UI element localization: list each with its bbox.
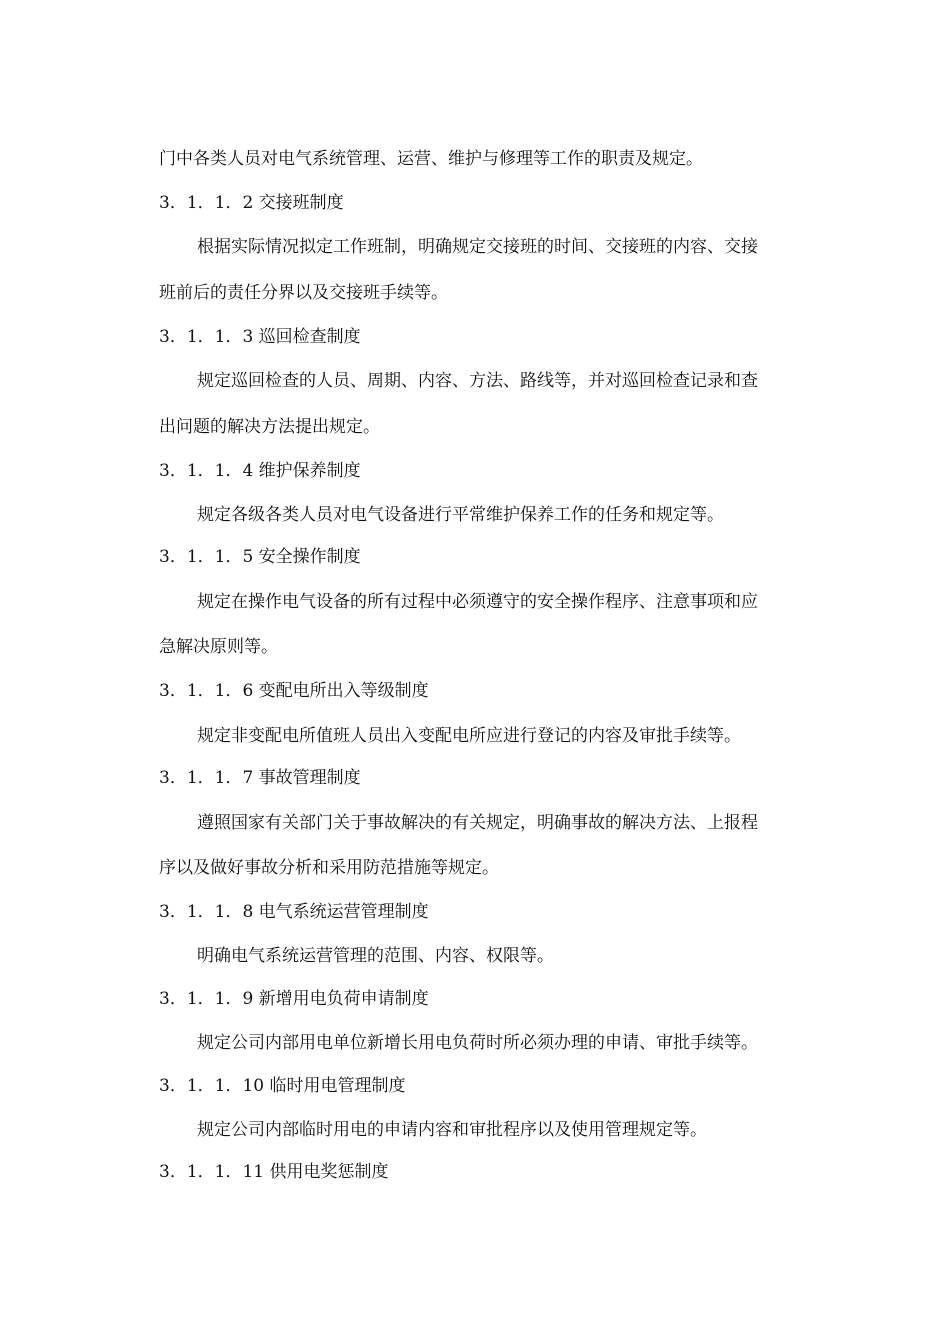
paragraph-continuation: 门中各类人员对电气系统管理、运营、维护与修理等工作的职责及规定。 xyxy=(159,149,703,169)
paragraph-3-1-1-7-line-1: 遵照国家有关部门关于事故解决的有关规定，明确事故的解决方法、上报程 xyxy=(197,813,758,833)
paragraph-3-1-1-5-line-1: 规定在操作电气设备的所有过程中必须遵守的安全操作程序、注意事项和应 xyxy=(197,592,758,612)
paragraph-3-1-1-8-line-1: 明确电气系统运营管理的范围、内容、权限等。 xyxy=(197,946,554,966)
paragraph-3-1-1-9-line-1: 规定公司内部用电单位新增长用电负荷时所必须办理的申请、审批手续等。 xyxy=(197,1033,758,1053)
section-heading-3-1-1-2: 3．1．1．2 交接班制度 xyxy=(159,193,344,213)
paragraph-3-1-1-3-line-1: 规定巡回检查的人员、周期、内容、方法、路线等，并对巡回检查记录和查 xyxy=(197,371,758,391)
paragraph-3-1-1-2-line-1: 根据实际情况拟定工作班制，明确规定交接班的时间、交接班的内容、交接 xyxy=(197,237,758,257)
section-heading-3-1-1-8: 3．1．1．8 电气系统运营管理制度 xyxy=(159,902,429,922)
paragraph-3-1-1-4-line-1: 规定各级各类人员对电气设备进行平常维护保养工作的任务和规定等。 xyxy=(197,505,724,525)
section-heading-3-1-1-11: 3．1．1．11 供用电奖惩制度 xyxy=(159,1162,389,1182)
section-heading-3-1-1-5: 3．1．1．5 安全操作制度 xyxy=(159,547,361,567)
paragraph-3-1-1-7-line-2: 序以及做好事故分析和采用防范措施等规定。 xyxy=(159,858,499,878)
paragraph-3-1-1-6-line-1: 规定非变配电所值班人员出入变配电所应进行登记的内容及审批手续等。 xyxy=(197,726,741,746)
section-heading-3-1-1-7: 3．1．1．7 事故管理制度 xyxy=(159,768,361,788)
paragraph-3-1-1-5-line-2: 急解决原则等。 xyxy=(159,637,278,657)
paragraph-3-1-1-2-line-2: 班前后的责任分界以及交接班手续等。 xyxy=(159,283,448,303)
paragraph-3-1-1-3-line-2: 出问题的解决方法提出规定。 xyxy=(159,417,380,437)
section-heading-3-1-1-4: 3．1．1．4 维护保养制度 xyxy=(159,461,361,481)
section-heading-3-1-1-6: 3．1．1．6 变配电所出入等级制度 xyxy=(159,681,429,701)
section-heading-3-1-1-9: 3．1．1．9 新增用电负荷申请制度 xyxy=(159,989,429,1009)
section-heading-3-1-1-10: 3．1．1．10 临时用电管理制度 xyxy=(159,1076,406,1096)
section-heading-3-1-1-3: 3．1．1．3 巡回检查制度 xyxy=(159,327,361,347)
paragraph-3-1-1-10-line-1: 规定公司内部临时用电的申请内容和审批程序以及使用管理规定等。 xyxy=(197,1120,707,1140)
